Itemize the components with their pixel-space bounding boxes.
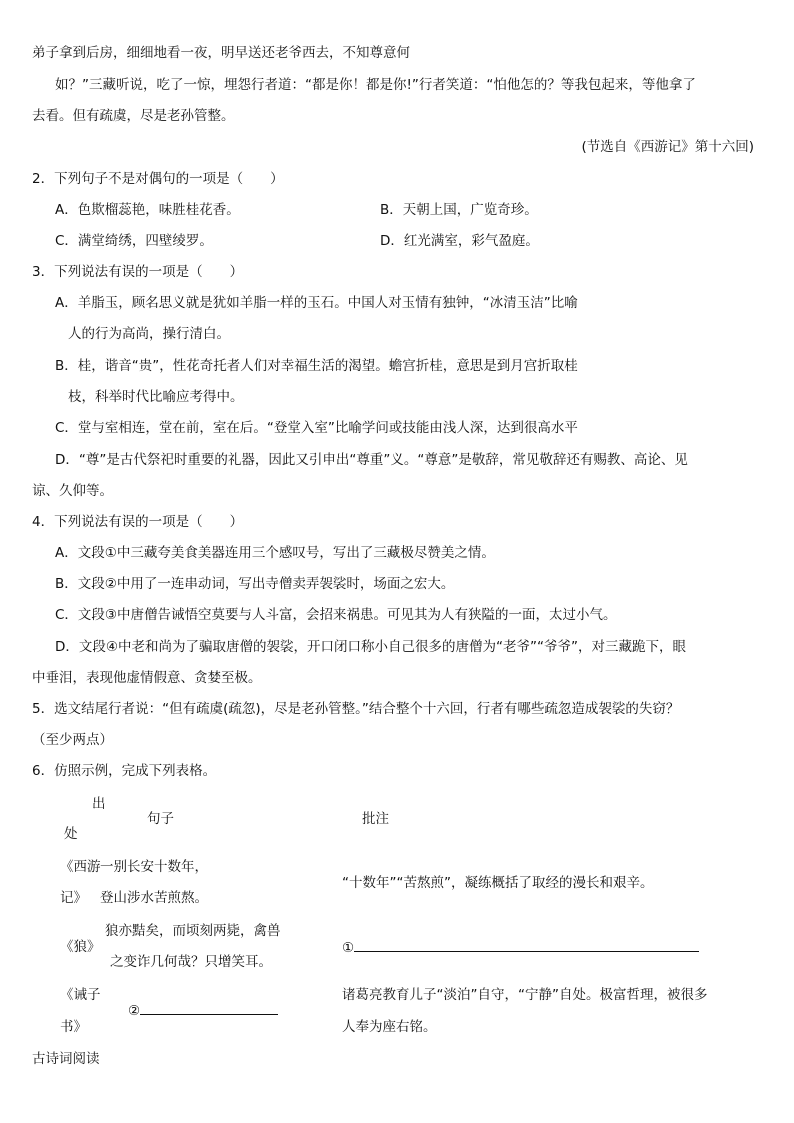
- passage-line: 弟子拿到后房，细细地看一夜，明早送还老爷西去，不知尊意何: [32, 45, 410, 61]
- row3-note-cont: 人奉为座右铭。: [342, 1019, 437, 1035]
- q2-stem: 2．下列句子不是对偶句的一项是（ ）: [32, 171, 284, 187]
- q3-option-a: A．羊脂玉，顾名思义就是犹如羊脂一样的玉石。中国人对玉情有独钟，“冰清玉洁”比喻: [55, 295, 578, 311]
- q3-option-d-cont: 谅、久仰等。: [32, 483, 113, 499]
- row1-sentence-cont: 登山涉水苦煎熬。: [100, 890, 208, 906]
- table-header-source: 出: [92, 796, 106, 812]
- q2-option-a: A．色欺榴蕊艳，味胜桂花香。: [55, 202, 240, 218]
- q4-option-b: B．文段②中用了一连串动词，写出寺僧卖弄袈裟时，场面之宏大。: [55, 576, 455, 592]
- table-header-sentence: 句子: [147, 811, 174, 827]
- row2-sentence-cont: 之变诈几何哉？只增笑耳。: [110, 954, 272, 970]
- q3-option-b-cont: 枝，科举时代比喻应考得中。: [68, 389, 244, 405]
- q2-option-b: B．天朝上国，广览奇珍。: [380, 202, 538, 218]
- q3-stem: 3．下列说法有误的一项是（ ）: [32, 264, 244, 280]
- q4-option-d-cont: 中垂泪，表现他虚情假意、贪婪至极。: [32, 670, 262, 686]
- q4-stem: 4．下列说法有误的一项是（ ）: [32, 514, 244, 530]
- row2-sentence: 狼亦黠矣，而顷刻两毙，禽兽: [105, 923, 281, 939]
- row3-note: 诸葛亮教育儿子“淡泊”自守，“宁静”自处。极富哲理，被很多: [342, 987, 708, 1003]
- q2-option-c: C．满堂绮绣，四壁绫罗。: [55, 233, 213, 249]
- row3-sentence-answer[interactable]: [128, 1002, 278, 1020]
- q3-option-a-cont: 人的行为高尚，操行清白。: [68, 326, 230, 342]
- q3-option-b: B．桂，谐音“贵”，性花奇托者人们对幸福生活的渴望。蟾宫折桂，意思是到月宫折取桂: [55, 358, 578, 374]
- circled-number-1: ①: [342, 940, 355, 956]
- answer-blank[interactable]: [354, 939, 699, 952]
- q4-option-a: A．文段①中三藏夸美食美器连用三个感叹号，写出了三藏极尽赞美之情。: [55, 545, 495, 561]
- row1-note: “十数年”“苦熬煎”，凝练概括了取经的漫长和艰辛。: [342, 875, 654, 891]
- row2-note-answer[interactable]: [342, 939, 699, 957]
- q6-stem: 6．仿照示例，完成下列表格。: [32, 763, 217, 779]
- q2-option-d: D．红光满室，彩气盈庭。: [380, 233, 539, 249]
- passage-source: (节选自《西游记》第十六回): [581, 139, 754, 155]
- row1-sentence: 一别长安十数年，: [100, 859, 208, 875]
- row3-source: 《诫子: [60, 987, 101, 1003]
- row1-source: 《西游: [60, 859, 101, 875]
- row3-source-cont: 书》: [60, 1019, 87, 1035]
- passage-line: 如？”三藏听说，吃了一惊，埋怨行者道：“都是你！都是你!”行者笑道：“怕他怎的？等我包起来，等他拿了: [55, 77, 696, 93]
- q4-option-d: D．文段④中老和尚为了骗取唐僧的袈裟，开口闭口称小自己很多的唐僧为“老爷”“爷爷”，对三藏跪下，眼: [55, 639, 686, 655]
- q3-option-c: C．堂与室相连，堂在前，室在后。“登堂入室”比喻学问或技能由浅人深，达到很高水平: [55, 420, 578, 436]
- row2-source: 《狼》: [60, 939, 101, 955]
- q4-option-c: C．文段③中唐僧告诫悟空莫要与人斗富，会招来祸患。可见其为人有狭隘的一面，太过小气。: [55, 607, 617, 623]
- circled-number-2: ②: [128, 1003, 141, 1019]
- q5-stem-cont: （至少两点）: [32, 732, 113, 748]
- q3-option-d: D．“尊”是古代祭祀时重要的礼器，因此又引申出“尊重”义。“尊意”是敬辞，常见敬辞还有赐教、高论、见: [55, 452, 688, 468]
- row1-source-cont: 记》: [60, 890, 87, 906]
- section-heading: 古诗词阅读: [32, 1051, 100, 1067]
- table-header-source-cont: 处: [64, 826, 78, 842]
- answer-blank[interactable]: [140, 1002, 278, 1015]
- q5-stem: 5．选文结尾行者说：“但有疏虞(疏忽)，尽是老孙管整。”结合整个十六回，行者有哪些疏忽造成袈裟的失窃？: [32, 701, 680, 717]
- passage-line: 去看。但有疏虞，尽是老孙管整。: [32, 108, 235, 124]
- table-header-note: 批注: [362, 811, 389, 827]
